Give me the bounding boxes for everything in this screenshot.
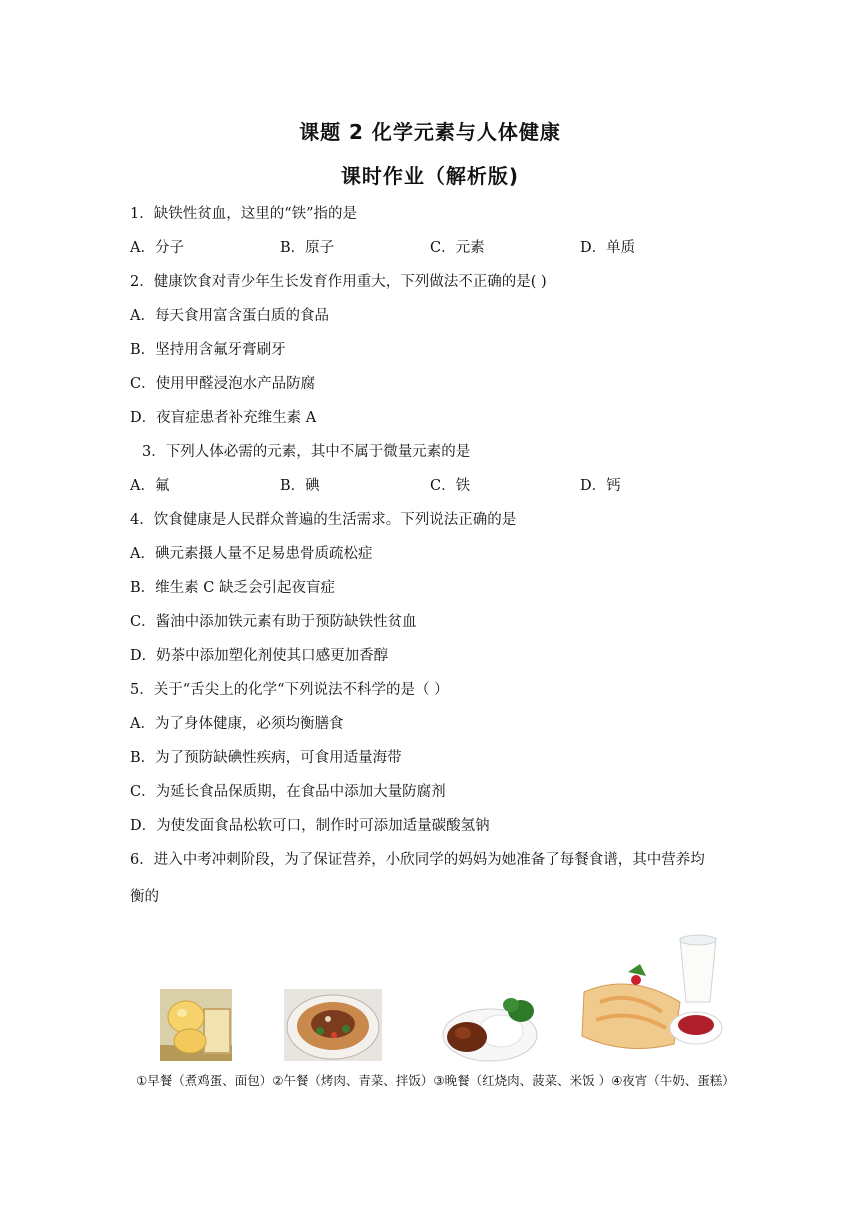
q1-option-c: C．元素 (430, 240, 485, 256)
dinner-image (441, 989, 539, 1063)
q3-option-d: D．钙 (580, 478, 621, 494)
late-snack-image (570, 932, 730, 1064)
breakfast-image (160, 989, 232, 1061)
question-3-stem: 3．下列人体必需的元素，其中不属于微量元素的是 (142, 444, 471, 460)
question-1-stem: 1．缺铁性贫血，这里的“铁”指的是 (130, 206, 358, 222)
q1-option-d: D．单质 (580, 240, 636, 256)
q1-option-a: A．分子 (130, 240, 184, 256)
q2-option-c: C．使用甲醛浸泡水产品防腐 (130, 376, 316, 392)
question-2-stem: 2．健康饮食对青少年生长发育作用重大，下列做法不正确的是( ) (130, 274, 547, 290)
document-subtitle: 课时作业（解析版) (340, 164, 520, 188)
question-4-stem: 4．饮食健康是人民群众普遍的生活需求。下列说法正确的是 (130, 512, 517, 528)
q4-option-b: B．维生素 C 缺乏会引起夜盲症 (130, 580, 335, 596)
q2-option-a: A．每天食用富含蛋白质的食品 (130, 308, 329, 324)
q5-option-a: A．为了身体健康，必须均衡膳食 (130, 716, 344, 732)
question-5-stem: 5．关于“舌尖上的化学“下列说法不科学的是（ ） (130, 682, 449, 698)
q2-option-d: D．夜盲症患者补充维生素 A (130, 410, 317, 426)
q5-option-d: D．为使发面食品松软可口，制作时可添加适量碳酸氢钠 (130, 818, 490, 834)
q2-option-b: B．坚持用含氟牙膏刷牙 (130, 342, 286, 358)
document-title: 课题 2 化学元素与人体健康 (299, 120, 561, 144)
q4-option-d: D．奶茶中添加塑化剂使其口感更加香醇 (130, 648, 389, 664)
lunch-image (284, 989, 382, 1061)
q1-option-b: B．原子 (280, 240, 335, 256)
q5-option-b: B．为了预防缺碘性疾病，可食用适量海带 (130, 750, 402, 766)
question-6-stem: 6．进入中考冲刺阶段，为了保证营养，小欣同学的妈妈为她准备了每餐食谱，其中营养均 (130, 852, 705, 868)
q3-option-a: A．氟 (130, 478, 170, 494)
q5-option-c: C．为延长食品保质期，在食品中添加大量防腐剂 (130, 784, 446, 800)
meals-caption: ①早餐（煮鸡蛋、面包）②午餐（烤肉、青菜、拌饭）③晚餐（红烧肉、菠菜、米饭 ）④夜宵（牛奶、蛋糕） (136, 1073, 735, 1088)
q4-option-a: A．碘元素摄人量不足易患骨质疏松症 (130, 546, 373, 562)
q4-option-c: C．酱油中添加铁元素有助于预防缺铁性贫血 (130, 614, 417, 630)
q3-option-b: B．碘 (280, 478, 320, 494)
question-6-stem-continued: 衡的 (130, 889, 159, 905)
q3-option-c: C．铁 (430, 478, 471, 494)
